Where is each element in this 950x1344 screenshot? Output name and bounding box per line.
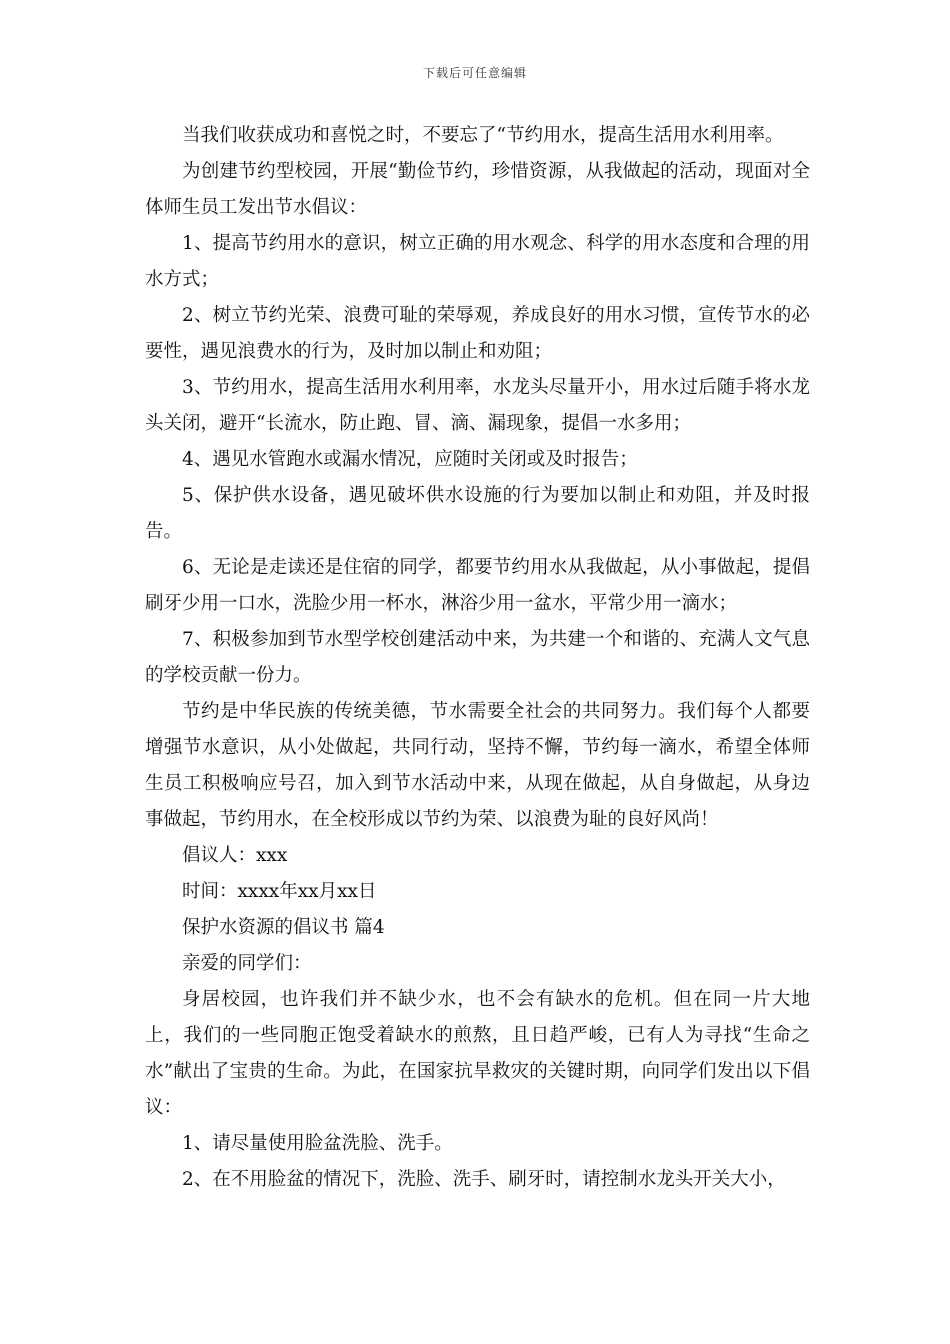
signature-date: 时间：xxxx年xx月xx日 [182, 881, 377, 902]
salutation: 亲爱的同学们： [182, 953, 312, 974]
document-body [145, 118, 810, 1198]
list-item-7: 7、积极参加到节水型学校创建活动中来，为共建一个和谐的、充满人文气息的学校贡献一份力。 [145, 629, 810, 686]
list-item-b2: 2、在不用脸盆的情况下，洗脸、洗手、刷牙时，请控制水龙头开关大小， [182, 1169, 786, 1190]
list-item-4: 4、遇见水管跑水或漏水情况，应随时关闭或及时报告； [182, 449, 638, 470]
paragraph-closing: 节约是中华民族的传统美德，节水需要全社会的共同努力。我们每个人都要增强节水意识，从小处做起，共同行动，坚持不懈，节约每一滴水，希望全体师生员工积极响应号召，加入到节水活动中来，从现在做起，从自身做起，从身边事做起，节约用水，在全校形成以节约为荣、以浪费为耻的良好风尚！ [145, 701, 810, 830]
list-item-5: 5、保护供水设备，遇见破坏供水设施的行为要加以制止和劝阻，并及时报告。 [145, 485, 810, 542]
section-title: 保护水资源的倡议书 篇4 [182, 917, 385, 938]
list-item-6: 6、无论是走读还是住宿的同学，都要节约用水从我做起，从小事做起，提倡刷牙少用一口水，洗脸少用一杯水，淋浴少用一盆水，平常少用一滴水； [145, 557, 810, 614]
paragraph-intro: 当我们收获成功和喜悦之时，不要忘了“节约用水，提高生活用水利用率。 [182, 125, 784, 146]
list-item-b1: 1、请尽量使用脸盆洗脸、洗手。 [182, 1133, 453, 1154]
paragraph-campus: 身居校园，也许我们并不缺少水，也不会有缺水的危机。但在同一片大地上，我们的一些同胞正饱受着缺水的煎熬，且日趋严峻，已有人为寻找“生命之水”献出了宝贵的生命。为此，在国家抗旱救灾的关键时期，向同学们发出以下倡议： [145, 989, 810, 1118]
list-item-1: 1、提高节约用水的意识，树立正确的用水观念、科学的用水态度和合理的用水方式； [145, 233, 810, 290]
page-header-caption: 下载后可任意编辑 [422, 66, 527, 80]
list-item-3: 3、节约用水，提高生活用水利用率，水龙头尽量开小，用水过后随手将水龙头关闭，避开“长流水，防止跑、冒、滴、漏现象，提倡一水多用； [145, 377, 810, 434]
signature-initiator: 倡议人：xxx [182, 845, 288, 866]
list-item-2: 2、树立节约光荣、浪费可耻的荣辱观，养成良好的用水习惯，宣传节水的必要性，遇见浪费水的行为，及时加以制止和劝阻； [145, 305, 810, 362]
paragraph-initiative: 为创建节约型校园，开展“勤俭节约，珍惜资源，从我做起的活动，现面对全体师生员工发出节水倡议： [145, 161, 810, 218]
